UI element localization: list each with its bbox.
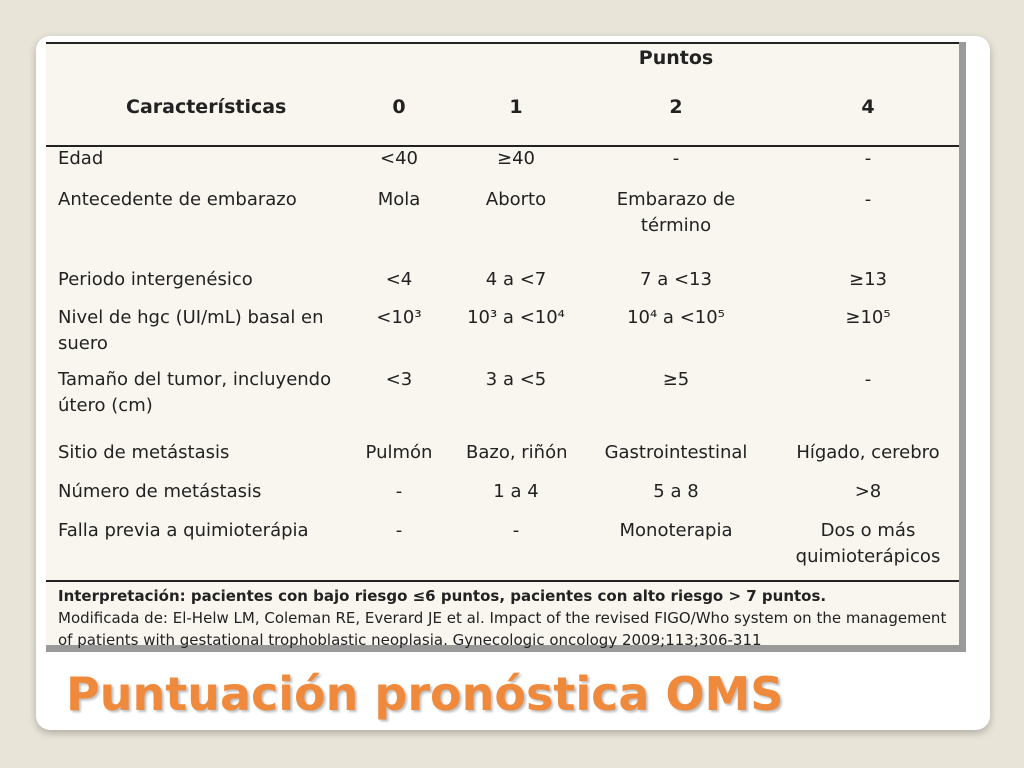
row-label [58,305,324,357]
row-label-line: Nivel de hgc (UI/mL) basal en [58,307,324,328]
table-cell [788,267,948,293]
table-cell-line: <40 [380,148,418,169]
table-cell [788,187,948,213]
source-citation: Modificada de: El-Helw LM, Coleman RE, Everard JE et al. Impact of the revised FIGO/Who system on the management of patients with gestational trophoblastic neoplasia. Gynecologic oncology 2009;113;306-311 [58,609,947,649]
table-bottom-rule [46,580,959,582]
row-label-line: Número de metástasis [58,481,262,502]
slide-title: Puntuación pronóstica OMS [66,667,784,721]
header-puntos: Puntos [638,47,714,69]
table-cell [364,187,434,213]
row-label [58,146,103,172]
table-cell [466,146,566,172]
table-cell-line: - [864,369,872,390]
row-label [58,367,331,419]
table-cell [788,367,948,393]
table-cell [466,267,566,293]
table-cell-line: término [640,215,712,236]
table-cell-line: ≥5 [662,369,690,390]
table-cell-line: Monoterapia [619,520,733,541]
table-cell [788,518,948,570]
table-cell-line: ≥10⁵ [845,307,891,328]
table-cell [596,367,756,393]
row-label-line: Tamaño del tumor, incluyendo [58,369,332,390]
table-cell-line: - [395,520,403,541]
table-cell [596,479,756,505]
row-label [58,479,261,505]
table-cell-line: Aborto [485,189,547,210]
table-cell-line: <10³ [376,307,422,328]
table-cell-line: ≥13 [849,269,887,290]
table-cell [364,440,434,466]
table-cell-line: - [512,520,520,541]
table-cell-line: Embarazo de [616,189,736,210]
table-cell-line: 10³ a <10⁴ [467,307,565,328]
table-cell [466,479,566,505]
table-cell-line: Pulmón [365,442,433,463]
table-cell [596,267,756,293]
row-label-line: Antecedente de embarazo [58,189,297,210]
row-label-line: útero (cm) [58,395,153,416]
table-cell [466,367,566,393]
header-col-2: 2 [669,96,683,118]
table-cell-line: quimioterápicos [795,546,941,567]
table-cell-line: - [672,148,680,169]
table-cell [788,440,948,466]
row-label [58,187,297,213]
table-cell-line: 3 a <5 [485,369,547,390]
table-cell [596,518,756,544]
header-col-0: 0 [392,96,406,118]
table-cell-line: - [864,189,872,210]
table-cell [596,440,756,466]
table-cell-line: - [395,481,403,502]
table-top-rule [46,42,959,44]
table-cell [466,518,566,544]
row-label-line: suero [58,333,108,354]
table-cell-line: Mola [377,189,421,210]
table-cell-line: 5 a 8 [653,481,699,502]
table-cell-line: Hígado, cerebro [796,442,940,463]
header-caracteristicas: Características [126,96,287,118]
scoring-table [46,42,966,652]
table-cell-line: 7 a <13 [640,269,712,290]
interpretation-note: Interpretación: pacientes con bajo riesgo ≤6 puntos, pacientes con alto riesgo > 7 puntos. [58,587,827,605]
header-col-4: 4 [861,96,875,118]
table-cell [364,367,434,393]
table-cell [788,146,948,172]
table-cell-line: 4 a <7 [485,269,547,290]
table-cell [596,146,756,172]
table-cell [788,479,948,505]
table-cell [364,146,434,172]
header-col-1: 1 [509,96,523,118]
table-cell [364,479,434,505]
table-cell-line: - [864,148,872,169]
row-label [58,267,253,293]
row-label-line: Periodo intergenésico [58,269,253,290]
table-cell [364,267,434,293]
table-cell-line: ≥40 [497,148,535,169]
table-cell [364,305,434,331]
table-cell [596,187,756,239]
table-cell [596,305,756,331]
table-cell-line: 1 a 4 [493,481,539,502]
table-cell [466,305,566,331]
row-label-line: Falla previa a quimioterápia [58,520,309,541]
table-cell-line: Gastrointestinal [604,442,748,463]
table-cell [788,305,948,331]
row-label-line: Edad [58,148,104,169]
table-cell-line: <3 [385,369,413,390]
table-cell [364,518,434,544]
table-cell-line: >8 [854,481,882,502]
table-cell [466,440,566,466]
table-cell [466,187,566,213]
row-label [58,440,229,466]
row-label [58,518,309,544]
table-cell-line: 10⁴ a <10⁵ [627,307,725,328]
table-cell-line: <4 [385,269,413,290]
row-label-line: Sitio de metástasis [58,442,230,463]
table-cell-line: Dos o más [820,520,916,541]
table-cell-line: Bazo, riñón [466,442,568,463]
